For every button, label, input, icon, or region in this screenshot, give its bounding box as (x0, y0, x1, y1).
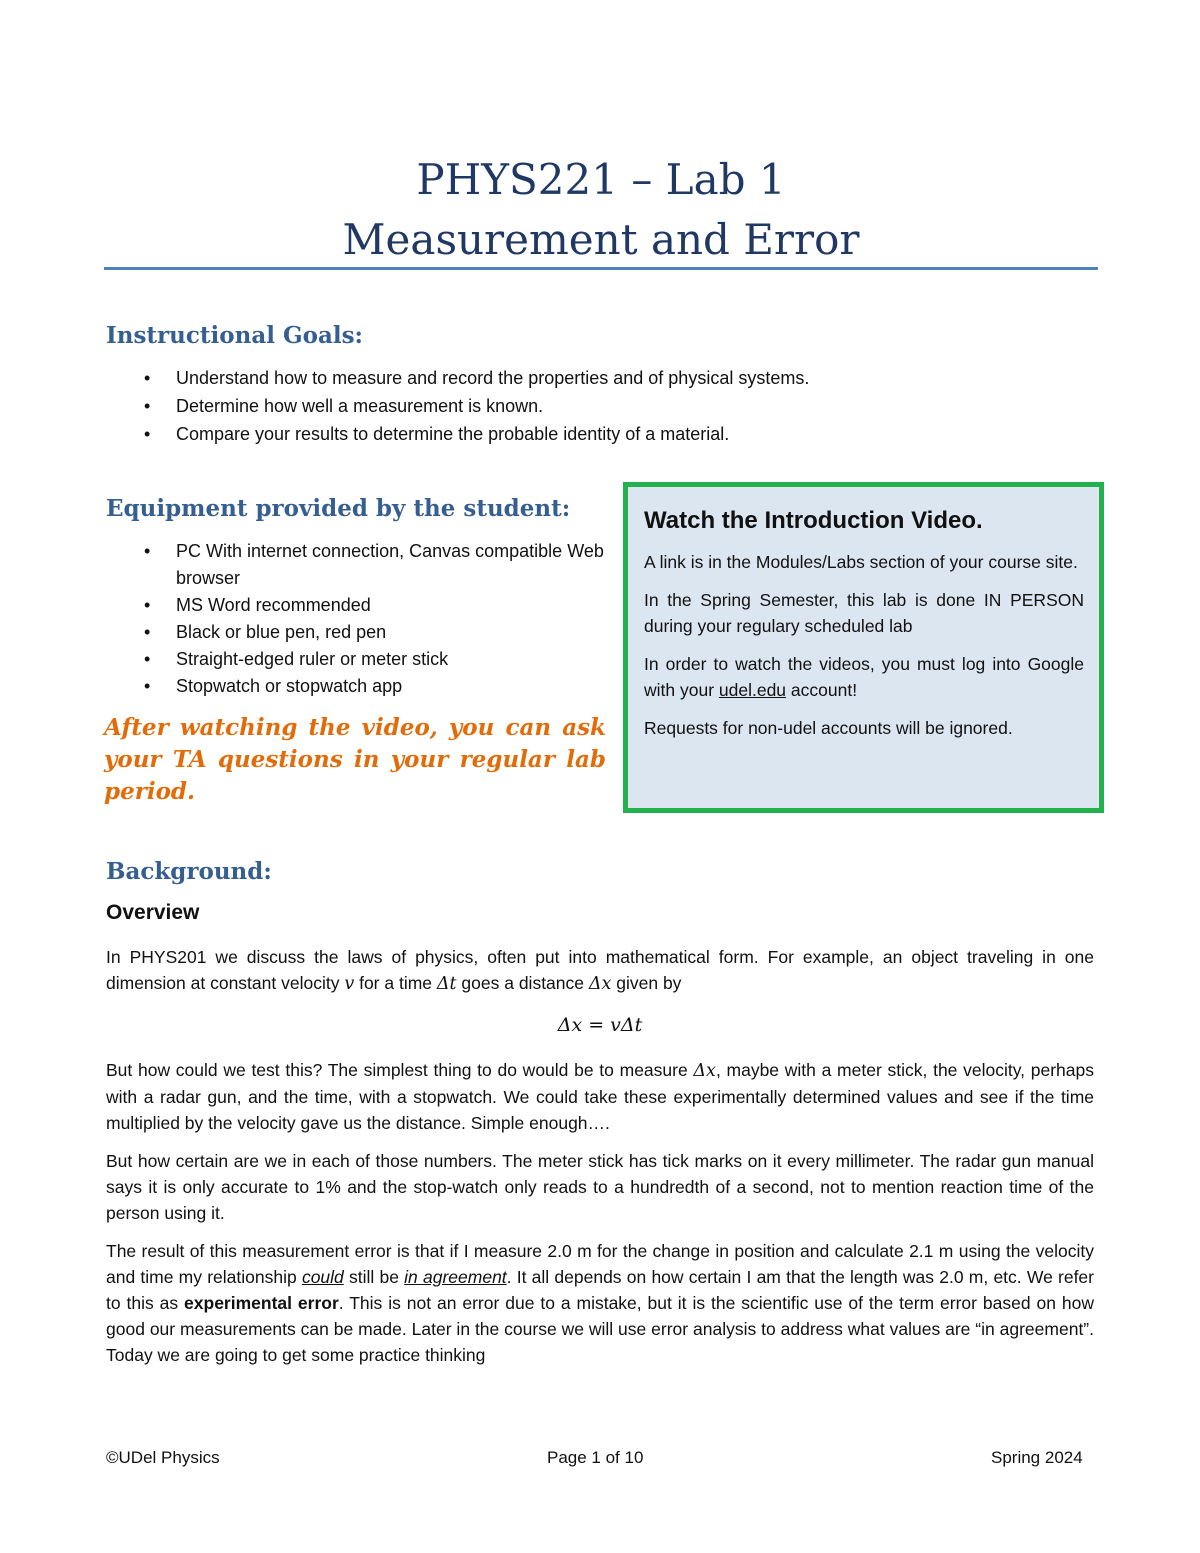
goals-list (106, 364, 1006, 448)
paragraph-4: The result of this measurement error is that if I measure 2.0 m for the change in position and calculate 2.1 m using the velocity and time my relationship could still be in agreement. It all depends on how certain I am that the length was 2.0 m, etc. We refer to this as experimental error. This is not an error due to a mistake, but it is the scientific use of the term error based on how good our measurements can be made. Later in the course we will use error analysis to address what values are “in agreement”. Today we are going to get some practice thinking (106, 1241, 1094, 1365)
overview-subheading: Overview (106, 901, 200, 924)
list-item: • Understand how to measure and record the properties and of physical systems. (106, 364, 1006, 392)
video-box-title: Watch the Introduction Video. (644, 507, 983, 534)
goals-heading: Instructional Goals: (106, 322, 364, 349)
list-item: • MS Word recommended (106, 592, 606, 619)
udel-link[interactable]: udel.edu (718, 680, 787, 700)
paragraph-3: But how certain are we in each of those numbers. The meter stick has tick marks on it every millimeter. The radar gun manual says it is only accurate to 1% and the stop-watch only reads to a hundredth of a second, not to mention reaction time of the person using it. (106, 1151, 1094, 1223)
background-body (106, 1057, 1094, 1380)
title-divider (104, 267, 1098, 270)
video-box-paragraph: A link is in the Modules/Labs section of your course site. (644, 552, 1078, 572)
list-item: • Determine how well a measurement is known. (106, 392, 1006, 420)
title-line-2: Measurement and Error (342, 215, 860, 264)
footer-term: Spring 2024 (991, 1448, 1083, 1467)
ta-questions-callout: After watching the video, you can ask your TA questions in your regular lab period. (104, 714, 606, 805)
video-box-paragraph: Requests for non-udel accounts will be ignored. (644, 718, 1013, 738)
paragraph-2: But how could we test this? The simplest thing to do would be to measure Δx, maybe with a meter stick, the velocity, perhaps with a radar gun, and the time, with a stopwatch. We could take these experimentally determined values and see if the time multiplied by the velocity gave us the distance. Simple enough…. (106, 1060, 1095, 1133)
list-item: • Stopwatch or stopwatch app (106, 673, 606, 700)
equipment-heading: Equipment provided by the student: (106, 495, 571, 522)
document-title (104, 150, 1098, 270)
list-item: • Black or blue pen, red pen (106, 619, 606, 646)
list-item: • Straight-edged ruler or meter stick (106, 646, 606, 673)
intro-video-box (623, 482, 1104, 813)
video-box-paragraph: In the Spring Semester, this lab is done IN PERSON during your regulary scheduled lab (644, 590, 1084, 636)
footer-page-number: Page 1 of 10 (547, 1448, 644, 1467)
video-box-paragraph: In order to watch the videos, you must log into Google with your udel.edu account! (644, 654, 1084, 700)
equipment-list (106, 538, 606, 700)
background-heading: Background: (106, 858, 272, 885)
list-item: • PC With internet connection, Canvas compatible Web browser (106, 538, 606, 592)
title-line-1: PHYS221 – Lab 1 (416, 155, 786, 204)
list-item: • Compare your results to determine the probable identity of a material. (106, 420, 1006, 448)
paragraph-1: In PHYS201 we discuss the laws of physics, often put into mathematical form. For example, an object traveling in one dimension at constant velocity v for a time Δt goes a distance Δx given by (106, 947, 1094, 994)
footer-copyright: ©UDel Physics (106, 1448, 220, 1467)
equation: Δx = vΔt (557, 1014, 643, 1036)
